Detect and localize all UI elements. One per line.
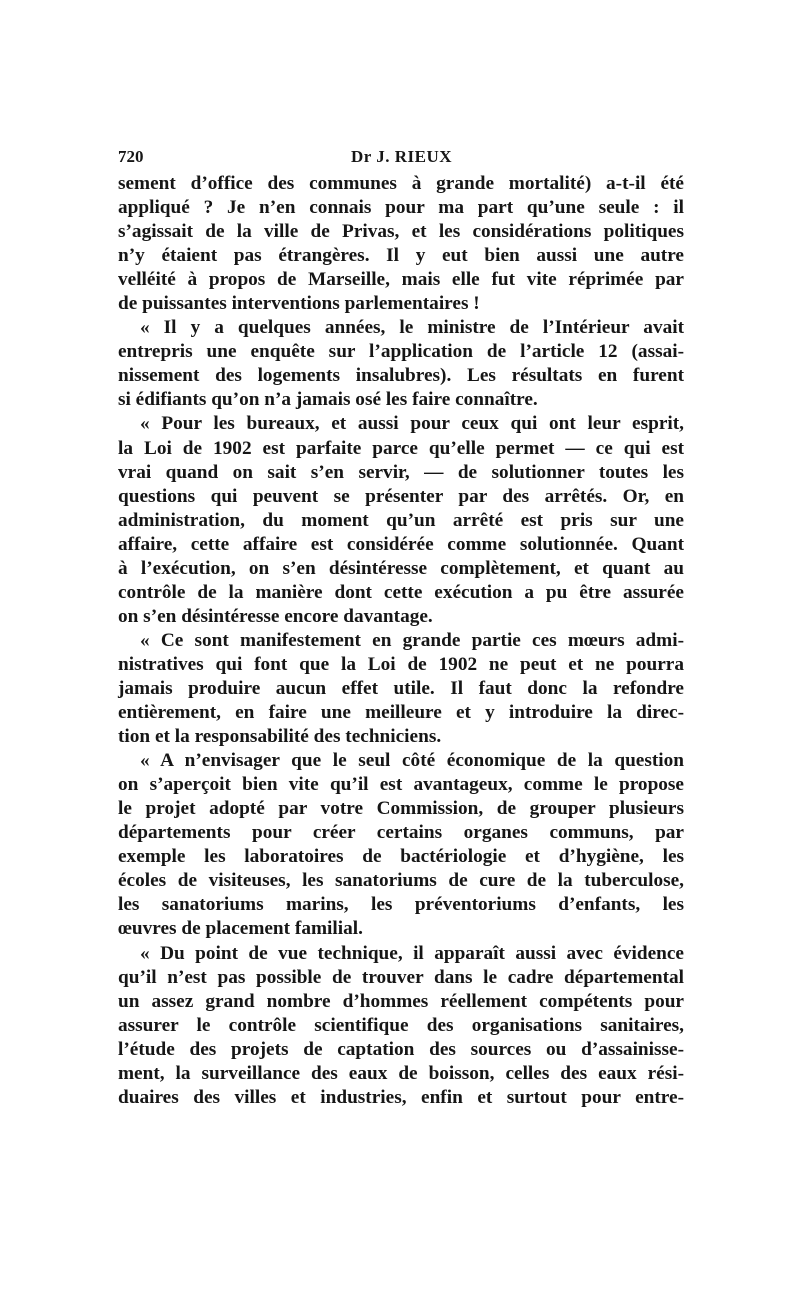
text-line: entrepris une enquête sur l’application de l’article 12 (assai- xyxy=(118,341,684,363)
text-line: sement d’office des communes à grande mortalité) a-t-il été xyxy=(118,173,684,194)
text-line: tion et la responsabilité des techniciens. xyxy=(118,726,442,748)
text-line: s’agissait de la ville de Privas, et les considérations politiques xyxy=(118,221,684,243)
text-line: assurer le contrôle scientifique des organisations sanitaires, xyxy=(118,1014,684,1036)
page-header xyxy=(118,147,685,173)
text-line: vrai quand on sait s’en servir, — de solutionner toutes les xyxy=(118,461,684,483)
text-line: on s’aperçoit bien vite qu’il est avantageux, comme le propose xyxy=(118,774,684,796)
text-line: affaire, cette affaire est considérée comme solutionnée. Quant xyxy=(118,533,684,555)
text-line: ment, la surveillance des eaux de boisson, celles des eaux rési- xyxy=(118,1062,684,1084)
text-line: nissement des logements insalubres). Les résultats en furent xyxy=(118,365,684,387)
text-line: appliqué ? Je n’en connais pour ma part qu’une seule : il xyxy=(118,197,684,219)
text-line: œuvres de placement familial. xyxy=(118,918,363,940)
text-line: duaires des villes et industries, enfin et surtout pour entre- xyxy=(118,1086,684,1108)
text-line: « Du point de vue technique, il apparaît aussi avec évidence xyxy=(140,942,684,964)
text-line: écoles de visiteuses, les sanatoriums de cure de la tuberculose, xyxy=(118,870,684,892)
text-line: nistratives qui font que la Loi de 1902 ne peut et ne pourra xyxy=(118,653,684,675)
text-line: n’y étaient pas étrangères. Il y eut bien aussi une autre xyxy=(118,245,684,267)
text-line: exemple les laboratoires de bactériologie et d’hygiène, les xyxy=(118,846,684,868)
text-line: un assez grand nombre d’hommes réellement compétents pour xyxy=(118,990,684,1012)
text-line: la Loi de 1902 est parfaite parce qu’elle permet — ce qui est xyxy=(118,437,684,459)
text-line: velléité à propos de Marseille, mais elle fut vite réprimée par xyxy=(118,269,684,291)
text-line: qu’il n’est pas possible de trouver dans le cadre départemental xyxy=(118,966,684,988)
text-line: administration, du moment qu’un arrêté est pris sur une xyxy=(118,509,684,531)
body-text xyxy=(118,172,684,1110)
text-line: le projet adopté par votre Commission, de grouper plusieurs xyxy=(118,798,684,820)
text-line: « Pour les bureaux, et aussi pour ceux qui ont leur esprit, xyxy=(140,413,684,435)
text-line: on s’en désintéresse encore davantage. xyxy=(118,605,433,627)
text-line: de puissantes interventions parlementaires ! xyxy=(118,293,480,315)
text-line: entièrement, en faire une meilleure et y introduire la direc- xyxy=(118,702,684,724)
text-line: à l’exécution, on s’en désintéresse complètement, et quant au xyxy=(118,557,684,579)
running-title: Dr J. RIEUX xyxy=(350,147,453,166)
text-line: « A n’envisager que le seul côté économique de la question xyxy=(140,750,684,772)
text-line: « Ce sont manifestement en grande partie ces mœurs admi- xyxy=(140,629,684,651)
text-line: départements pour créer certains organes communs, par xyxy=(118,822,684,844)
text-line: questions qui peuvent se présenter par des arrêtés. Or, en xyxy=(118,485,684,507)
text-line: « Il y a quelques années, le ministre de l’Intérieur avait xyxy=(140,317,684,339)
text-line: jamais produire aucun effet utile. Il faut donc la refondre xyxy=(118,677,684,699)
text-line: l’étude des projets de captation des sources ou d’assainisse- xyxy=(118,1038,684,1060)
text-line: contrôle de la manière dont cette exécution a pu être assurée xyxy=(118,581,684,603)
text-line: si édifiants qu’on n’a jamais osé les faire connaître. xyxy=(118,389,538,411)
text-line: les sanatoriums marins, les préventoriums d’enfants, les xyxy=(118,894,684,916)
page-number: 720 xyxy=(118,147,144,166)
